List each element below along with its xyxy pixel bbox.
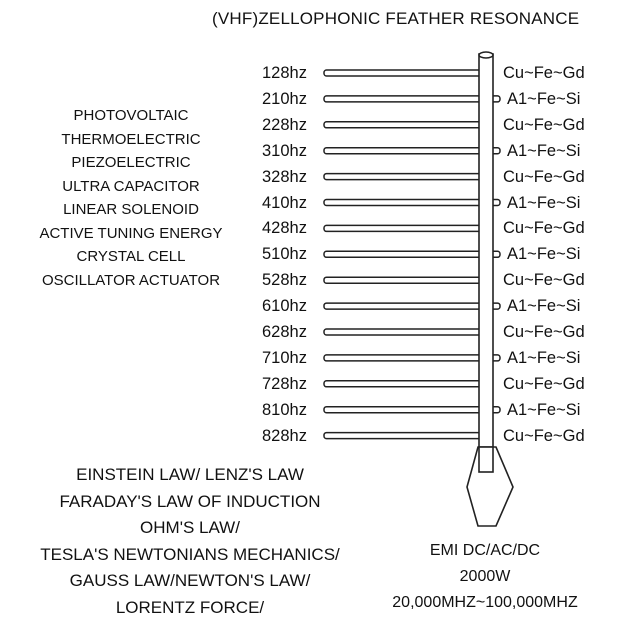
feature-item: LINEAR SOLENOID (63, 201, 199, 218)
rod-alloy-label: A1~Fe~Si (507, 297, 581, 316)
feature-item: OSCILLATOR ACTUATOR (41, 271, 221, 289)
rod-frequency-label: 210hz (262, 89, 307, 108)
rod-alloy-label: A1~Fe~Si (507, 193, 581, 212)
rod-frequency-label: 610hz (262, 297, 307, 316)
power-type: EMI DC/AC/DC (429, 542, 541, 559)
rod-alloy-label: Cu~Fe~Gd (503, 374, 585, 393)
law-item: LORENTZ FORCE/ (115, 597, 265, 617)
power-spec (355, 538, 615, 616)
rod-alloy-label: A1~Fe~Si (507, 400, 581, 419)
rod-alloy-label: A1~Fe~Si (507, 89, 581, 108)
rod-frequency-label: 810hz (262, 400, 307, 419)
rod-frequency-label: 410hz (262, 193, 307, 212)
rod-frequency-label: 428hz (262, 219, 307, 238)
law-item: FARADAY'S LAW OF INDUCTION (59, 491, 321, 511)
feature-item: PIEZOELECTRIC (71, 154, 191, 171)
rod-frequency-label: 628hz (262, 323, 307, 341)
rod-frequency-label: 710hz (262, 348, 307, 367)
rod-alloy-label: Cu~Fe~Gd (503, 426, 585, 445)
rod-frequency-label: 228hz (262, 115, 307, 134)
rod-alloy-label: Cu~Fe~Gd (503, 115, 585, 134)
rod-alloy-label: A1~Fe~Si (507, 348, 581, 367)
law-item: TESLA'S NEWTONIANS MECHANICS/ (40, 544, 340, 564)
feature-item: ULTRA CAPACITOR (62, 177, 200, 195)
power-range: 20,000MHZ~100,000MHZ (392, 594, 578, 611)
feature-item: PHOTOVOLTAIC (73, 107, 189, 124)
law-item: OHM'S LAW/ (140, 518, 240, 537)
feature-item: THERMOELECTRIC (61, 130, 201, 148)
rod-frequency-label: 310hz (262, 141, 307, 160)
rod-frequency-label: 128hz (262, 64, 307, 82)
power-watts: 2000W (459, 568, 511, 585)
rod-alloy-label: Cu~Fe~Gd (503, 167, 585, 186)
law-item: EINSTEIN LAW/ LENZ'S LAW (76, 465, 304, 484)
rod-alloy-label: A1~Fe~Si (507, 245, 581, 264)
rod-frequency-label: 328hz (262, 167, 307, 186)
feature-item: ACTIVE TUNING ENERGY (39, 224, 223, 242)
laws-list (0, 462, 380, 621)
rod-alloy-label: Cu~Fe~Gd (503, 323, 585, 341)
rod-alloy-label: Cu~Fe~Gd (503, 219, 585, 238)
rod-alloy-label: A1~Fe~Si (507, 141, 581, 160)
law-item: GAUSS LAW/NEWTON'S LAW/ (69, 571, 311, 590)
rod-alloy-label: Cu~Fe~Gd (503, 271, 585, 290)
rod-frequency-label: 528hz (262, 271, 307, 290)
feature-item: CRYSTAL CELL (76, 248, 186, 265)
rod-frequency-label: 728hz (262, 374, 307, 393)
rod-frequency-label: 510hz (262, 245, 307, 264)
diagram-title: (VHF)ZELLOPHONIC FEATHER RESONANCE (212, 9, 580, 28)
rod-alloy-label: Cu~Fe~Gd (503, 64, 585, 82)
rod-frequency-label: 828hz (262, 426, 307, 445)
